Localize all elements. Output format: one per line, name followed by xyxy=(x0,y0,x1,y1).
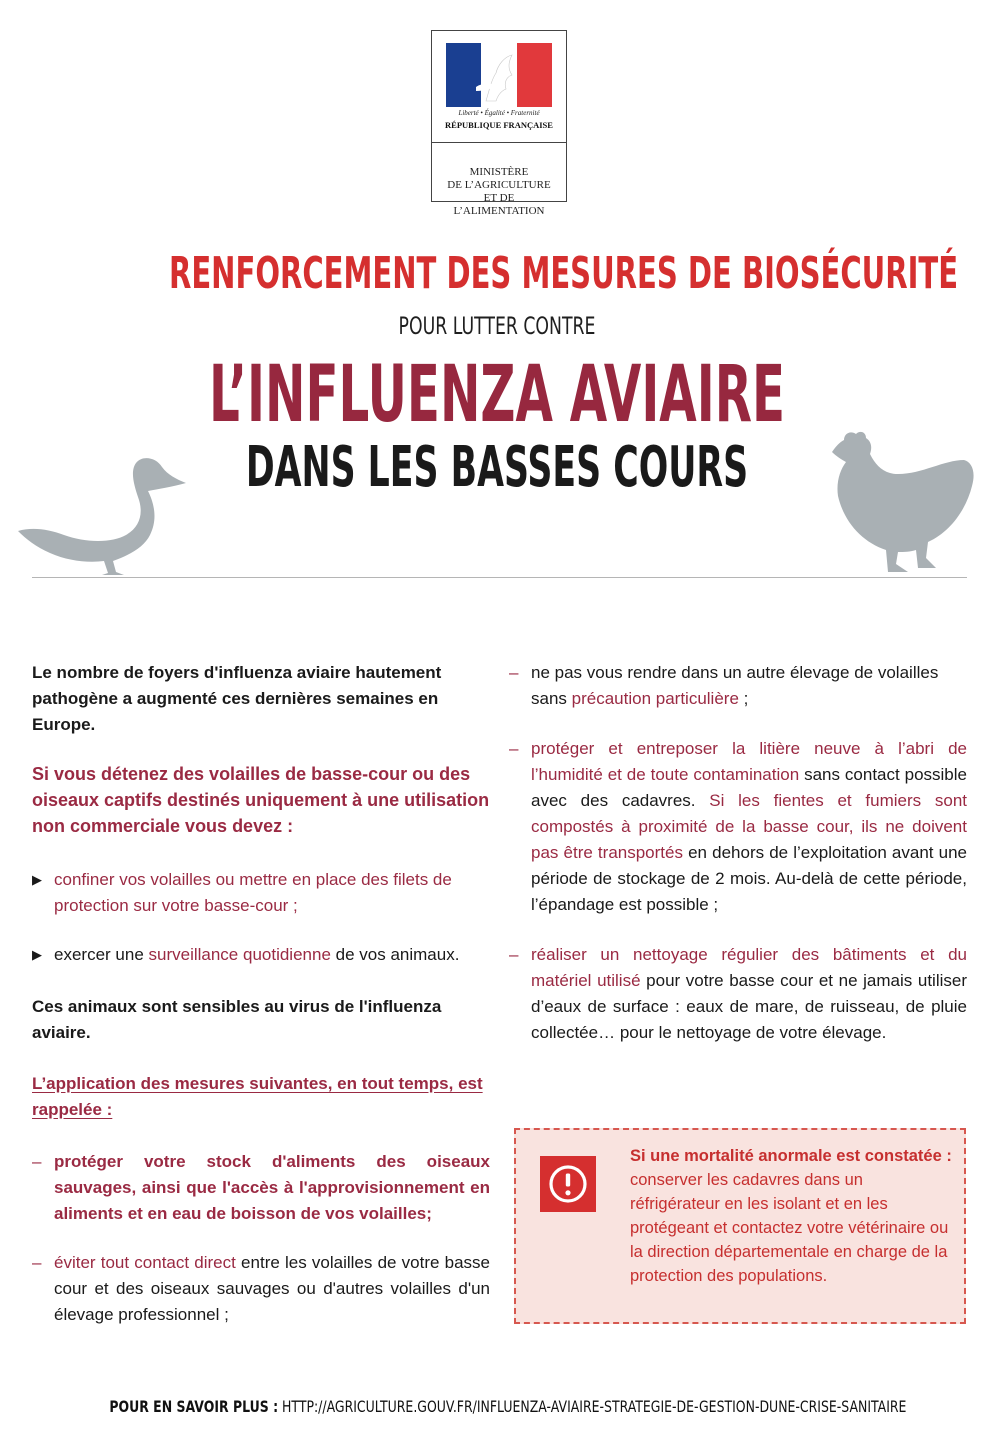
exclamation-circle-icon xyxy=(540,1156,596,1212)
footer-label: POUR EN SAVOIR PLUS : xyxy=(109,1397,279,1416)
ministry-line: L’ALIMENTATION xyxy=(453,205,545,217)
republic-motto: Liberté • Égalité • Fraternité xyxy=(458,109,540,117)
intro-paragraph: Le nombre de foyers d'influenza aviaire hautement pathogène a augmenté ces dernières semaines en Europe. xyxy=(32,663,442,734)
dash-text-plain: pour votre basse cour et ne jamais utiliser d’eaux de surface : eaux de mare, de ruisseau, de pluie collectée… pour le nettoyage de votre élevage. xyxy=(531,971,968,1042)
republic-name: RÉPUBLIQUE FRANÇAISE xyxy=(445,120,553,130)
exclamation-icon xyxy=(540,1156,596,1212)
title-avian-influenza: L’INFLUENZA AVIAIRE xyxy=(208,350,786,440)
ministry-name xyxy=(436,166,562,218)
dash-text-plain: ; xyxy=(738,689,749,708)
triangle-bullet-icon: ▶ xyxy=(32,872,42,887)
dash-text-plain: en dehors de l’exploitation avant une période de stockage de 2 mois. Au-delà de cette période, l’épandage est possible ; xyxy=(531,843,967,914)
dash-text xyxy=(531,942,967,1046)
bullet-text: confiner vos volailles ou mettre en place des filets de protection sur votre basse-cour ; xyxy=(54,870,452,915)
duck-icon xyxy=(16,455,192,579)
warning-text xyxy=(630,1144,954,1288)
bullet-text xyxy=(54,942,490,968)
mortality-warning-box xyxy=(514,1128,966,1324)
footer-url-link[interactable]: HTTP://AGRICULTURE.GOUV.FR/INFLUENZA-AVIAIRE-STRATEGIE-DE-GESTION-DUNE-CRISE-SANITAIRE xyxy=(278,1397,907,1416)
dash-text: protéger votre stock d'aliments des oiseaux sauvages, ainsi que l'accès à l'approvisionnement en aliments et en eau de boisson de vos volailles; xyxy=(54,1152,490,1223)
ministry-line: MINISTÈRE xyxy=(469,166,529,178)
dash-text-highlight: éviter tout contact direct xyxy=(54,1253,236,1272)
dash-bullet-icon: – xyxy=(509,945,519,964)
dash-bullet-icon: – xyxy=(32,1152,42,1171)
dash-text-highlight: réaliser un nettoyage régulier des bâtiments et du matériel utilisé xyxy=(531,945,967,990)
title-backyards: DANS LES BASSES COURS xyxy=(245,435,749,500)
dash-bullet-icon: – xyxy=(32,1253,42,1272)
dash-text-highlight: précaution particulière xyxy=(571,689,739,708)
dash-text-highlight: protéger et entreposer la litière neuve à l’abri de l’humidité et de toute contamination xyxy=(531,739,967,784)
bullet-text-highlight: surveillance quotidienne xyxy=(148,945,331,964)
warning-text-bold: Si une mortalité anormale est constatée : xyxy=(630,1147,952,1165)
dash-text xyxy=(531,736,967,918)
ministry-line: ET DE xyxy=(483,192,515,204)
bullet-text-plain: de vos animaux. xyxy=(330,945,460,964)
title-biosecurity: RENFORCEMENT DES MESURES DE BIOSÉCURITÉ xyxy=(168,248,959,299)
header-divider xyxy=(32,577,967,578)
ministry-logo xyxy=(431,30,567,217)
dash-text-plain: entre les volailles de votre basse cour et des oiseaux sauvages ou d'autres volailles d'un élevage professionnel ; xyxy=(54,1253,491,1324)
measures-heading: L’application des mesures suivantes, en tout temps, est rappelée : xyxy=(32,1074,483,1119)
footer-more-info xyxy=(109,1397,907,1416)
dash-bullet-icon: – xyxy=(509,663,519,682)
dash-bullet-icon: – xyxy=(509,739,519,758)
bullet-text-plain: exercer une xyxy=(54,945,149,964)
logo-divider xyxy=(432,142,566,143)
triangle-bullet-icon: ▶ xyxy=(32,947,42,962)
dash-text-plain: ne pas vous rendre dans un autre élevage de volailles sans xyxy=(531,663,939,708)
warning-text-plain: conserver les cadavres dans un réfrigérateur en les isolant et en les protégeant et contactez votre vétérinaire ou la direction départementale en charge de la protection des populations. xyxy=(630,1171,949,1285)
dash-text-highlight: Si les fientes et fumiers sont compostés à proximité de la basse cour, ils ne doivent pas être transportés xyxy=(531,791,967,862)
sensitive-paragraph: Ces animaux sont sensibles au virus de l'influenza aviaire. xyxy=(32,997,442,1042)
hen-icon xyxy=(826,426,976,578)
ministry-line: DE L’AGRICULTURE xyxy=(447,179,551,191)
dash-text xyxy=(54,1250,490,1328)
dash-text xyxy=(531,660,967,712)
dash-text-plain: sans contact possible avec des cadavres. xyxy=(531,765,967,810)
title-fight-against: POUR LUTTER CONTRE xyxy=(398,312,596,340)
owners-paragraph: Si vous détenez des volailles de basse-cour ou des oiseaux captifs destinés uniquement à une utilisation non commerciale vous devez : xyxy=(32,764,490,836)
marianne-flag-icon xyxy=(446,43,552,107)
